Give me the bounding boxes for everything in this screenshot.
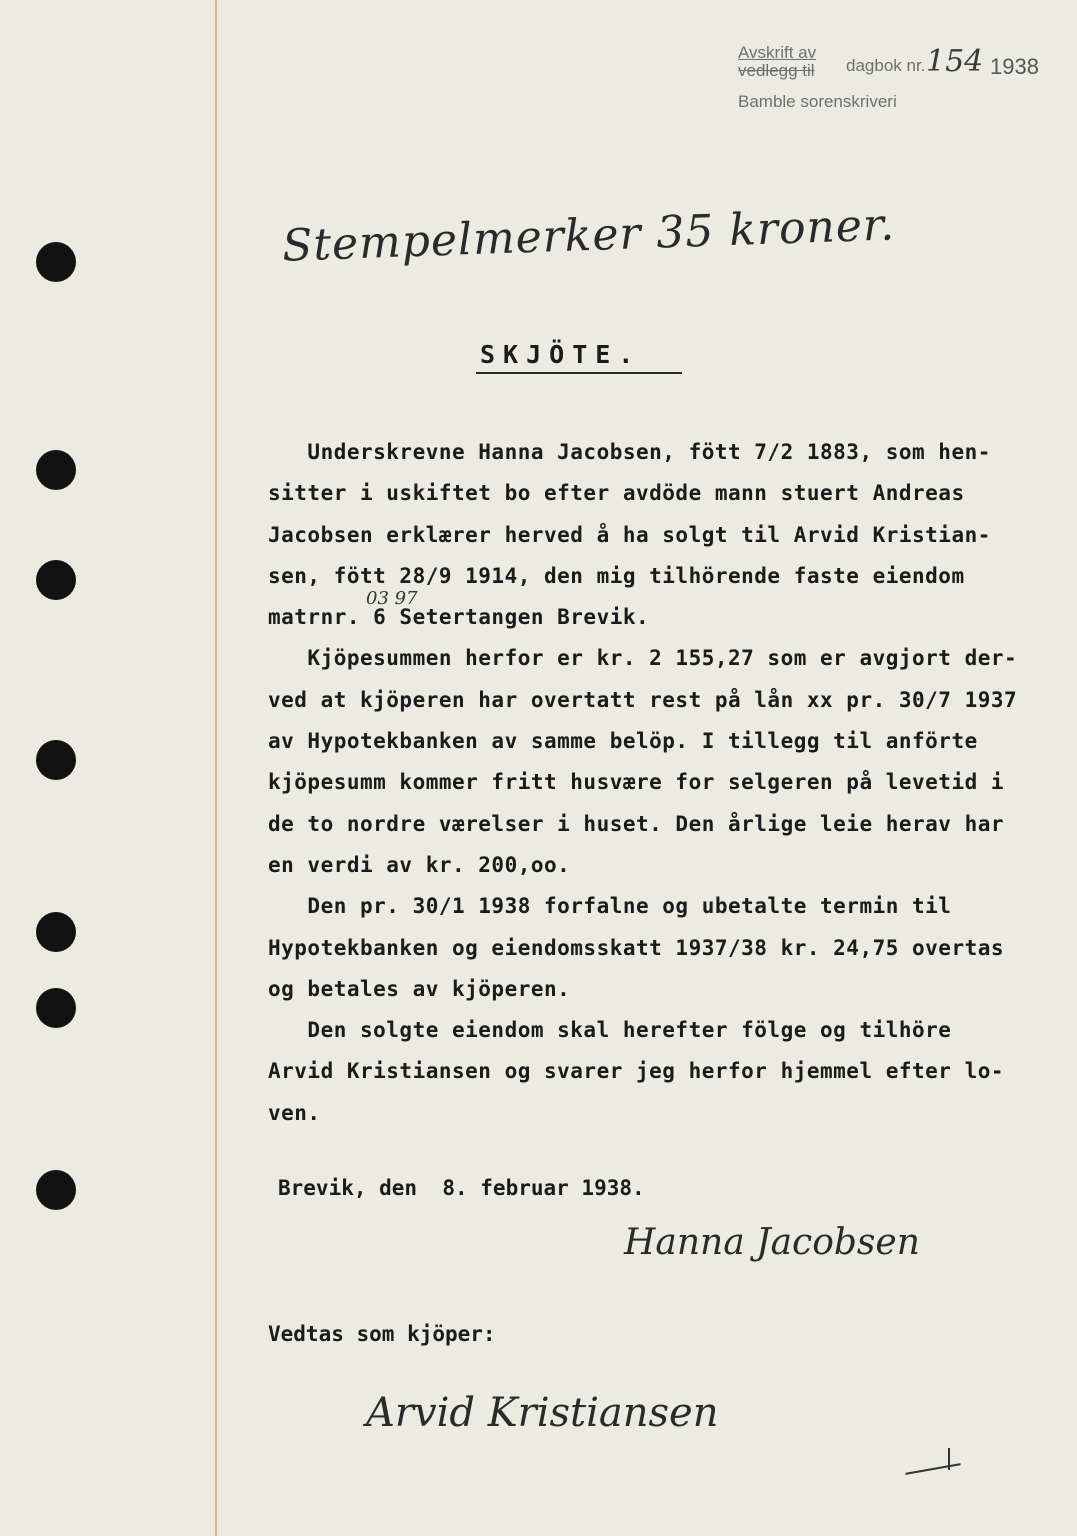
- body-line: ven.: [268, 1100, 321, 1125]
- seller-signature: Hanna Jacobsen: [624, 1222, 920, 1263]
- stamp-year: 1938: [990, 54, 1039, 79]
- stamp-line2: vedlegg til: [738, 61, 815, 80]
- punch-hole: [36, 560, 76, 600]
- handwritten-insertion: 03 97: [366, 588, 418, 609]
- deed-body: [268, 432, 1018, 1134]
- stamp-dagbok-number: 154: [926, 44, 984, 79]
- stamp-duty-note: Stempelmerker 35 kroner.: [281, 199, 896, 272]
- place-and-date: Brevik, den 8. februar 1938.: [278, 1176, 645, 1200]
- document-title: SKJÖTE.: [480, 340, 642, 369]
- body-line: sitter i uskiftet bo efter avdöde mann stuert Andreas: [268, 481, 965, 506]
- punch-hole: [36, 988, 76, 1028]
- registry-stamp: [738, 44, 1058, 124]
- handwritten-mark: [948, 1448, 950, 1470]
- punch-hole: [36, 242, 76, 282]
- body-line: Underskrevne Hanna Jacobsen, fött 7/2 1883, som hen-: [268, 440, 991, 464]
- punch-hole: [36, 912, 76, 952]
- body-line: Arvid Kristiansen og svarer jeg herfor hjemmel efter lo-: [268, 1059, 1005, 1084]
- stamp-label: [738, 44, 816, 80]
- body-line: sen, fött 28/9 1914, den mig tilhörende faste eiendom: [268, 563, 965, 588]
- stamp-line1: Avskrift av: [738, 43, 817, 62]
- body-line: Hypotekbanken og eiendomsskatt 1937/38 kr. 24,75 overtas: [268, 935, 1005, 960]
- handwritten-mark: [905, 1463, 960, 1475]
- body-line: av Hypotekbanken av samme belöp. I tillegg til anförte: [268, 729, 978, 754]
- body-line: Den pr. 30/1 1938 forfalne og ubetalte termin til: [268, 894, 952, 919]
- body-line: Jacobsen erklærer herved å ha solgt til Arvid Kristian-: [268, 522, 991, 547]
- punch-hole: [36, 740, 76, 780]
- punch-hole: [36, 450, 76, 490]
- accepted-as-buyer-label: Vedtas som kjöper:: [268, 1322, 496, 1346]
- body-line: og betales av kjöperen.: [268, 976, 571, 1001]
- body-line: Den solgte eiendom skal herefter fölge og tilhöre: [268, 1018, 952, 1043]
- body-line: de to nordre værelser i huset. Den årlige leie herav har: [268, 811, 1005, 836]
- punch-hole: [36, 1170, 76, 1210]
- body-line: matrnr. 6 Setertangen Brevik.: [268, 605, 650, 630]
- stamp-office: Bamble sorenskriveri: [738, 92, 897, 111]
- body-line: en verdi av kr. 200,oo.: [268, 852, 571, 877]
- body-line: ved at kjöperen har overtatt rest på lån xx pr. 30/7 1937: [268, 687, 1018, 712]
- red-margin-line: [215, 0, 217, 1536]
- body-line: Kjöpesummen herfor er kr. 2 155,27 som er avgjort der-: [268, 646, 1018, 671]
- title-underline: [476, 372, 682, 374]
- buyer-signature: Arvid Kristiansen: [366, 1390, 719, 1436]
- body-line: kjöpesumm kommer fritt husvære for selgeren på levetid i: [268, 770, 1005, 795]
- stamp-dagbok-label: dagbok nr.: [846, 56, 926, 75]
